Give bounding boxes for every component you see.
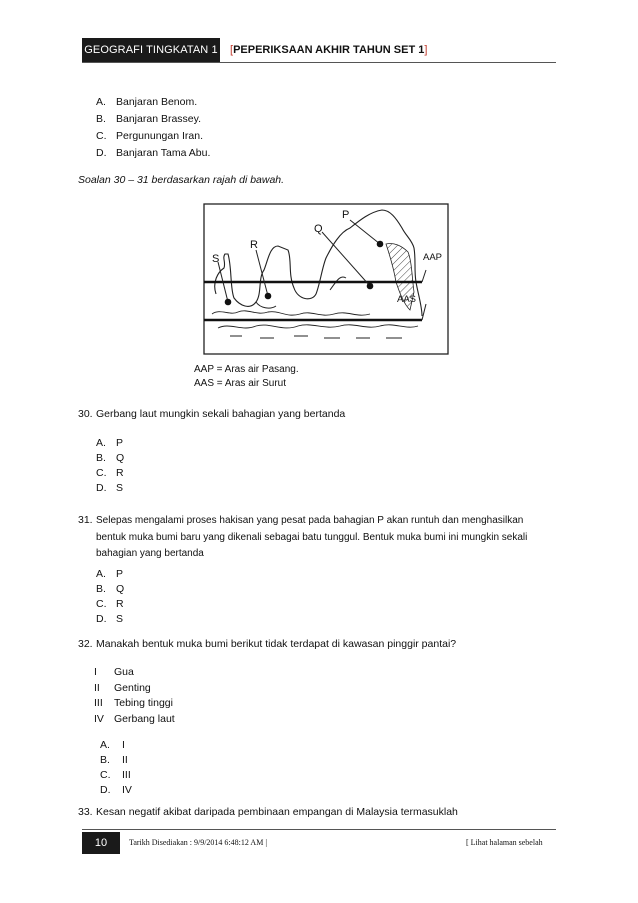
- option-text: R: [116, 467, 124, 479]
- option-text: III: [122, 769, 131, 781]
- statement-text: Gua: [114, 666, 134, 678]
- header-subject-box: GEOGRAFI TINGKATAN 1: [82, 38, 220, 62]
- instruction-text: Soalan 30 – 31 berdasarkan rajah di bawah.: [78, 174, 285, 186]
- list-item: [100, 753, 300, 768]
- option-text: Pergunungan Iran.: [116, 130, 203, 142]
- coastal-diagram: [190, 198, 456, 394]
- option-letter: A.: [100, 739, 110, 751]
- list-item: [96, 567, 296, 582]
- label-q: Q: [314, 223, 323, 235]
- prev-options-list: [96, 95, 396, 163]
- list-item: [96, 112, 396, 129]
- question-33: [78, 805, 558, 821]
- option-text: I: [122, 739, 125, 751]
- option-letter: C.: [96, 467, 107, 479]
- statement-text: Gerbang laut: [114, 712, 175, 725]
- dot-s: [225, 299, 232, 306]
- option-text: Banjaran Brassey.: [116, 113, 202, 125]
- option-letter: B.: [96, 452, 106, 464]
- question-32: [78, 637, 558, 653]
- option-letter: D.: [96, 147, 107, 159]
- question-line: Selepas mengalami proses hakisan yang pesat pada bahagian P akan runtuh dan menghasilkan: [96, 515, 524, 526]
- label-aas: AAS: [397, 294, 417, 305]
- page-number: 10: [82, 832, 120, 854]
- q30-options: [96, 436, 296, 496]
- option-text: R: [116, 598, 124, 610]
- label-p: P: [342, 209, 350, 221]
- legend-aap: AAP = Aras air Pasang.: [194, 364, 299, 375]
- roman-numeral: IV: [94, 712, 104, 725]
- option-text: Banjaran Tama Abu.: [116, 147, 211, 159]
- footer-next-page: [ Lihat halaman sebelah: [466, 838, 543, 847]
- option-letter: C.: [96, 130, 107, 142]
- option-text: II: [122, 754, 128, 766]
- question-30: [78, 407, 558, 423]
- list-item: [96, 129, 396, 146]
- option-text: Q: [116, 452, 125, 464]
- question-number: 33.: [78, 806, 93, 818]
- option-text: S: [116, 482, 124, 494]
- list-item: [94, 681, 294, 697]
- header-title: [230, 44, 427, 56]
- list-item: [96, 95, 396, 112]
- footer-rule: [82, 829, 556, 830]
- option-text: Q: [116, 583, 125, 595]
- list-item: [94, 696, 294, 712]
- legend-aas: AAS = Aras air Surut: [194, 378, 286, 389]
- option-letter: D.: [96, 613, 107, 625]
- list-item: [96, 612, 296, 627]
- dot-r: [265, 293, 272, 300]
- list-item: [96, 582, 296, 597]
- list-item: [100, 768, 300, 783]
- option-text: Banjaran Benom.: [116, 96, 198, 108]
- option-letter: D.: [96, 482, 107, 494]
- question-number: 32.: [78, 638, 93, 650]
- option-text: IV: [122, 784, 132, 796]
- roman-numeral: III: [94, 697, 103, 709]
- roman-numeral: I: [94, 666, 97, 678]
- option-text: P: [116, 568, 124, 580]
- q31-options: [96, 567, 296, 627]
- option-letter: C.: [96, 598, 107, 610]
- list-item: [94, 712, 294, 728]
- question-text: Kesan negatif akibat daripada pembinaan empangan di Malaysia termasuklah: [96, 806, 458, 818]
- option-letter: D.: [100, 784, 111, 796]
- question-text: [96, 513, 562, 563]
- option-text: P: [116, 437, 124, 449]
- list-item: [96, 451, 296, 466]
- label-aap: AAP: [423, 252, 443, 263]
- footer-date: Tarikh Disediakan : 9/9/2014 6:48:12 AM |: [129, 838, 267, 847]
- q32-options: [100, 738, 300, 798]
- list-item: [100, 738, 300, 753]
- option-letter: A.: [96, 568, 106, 580]
- option-letter: B.: [96, 113, 106, 125]
- question-number: 31.: [78, 514, 93, 526]
- option-letter: B.: [96, 583, 106, 595]
- header-bracket-open: [: [230, 44, 234, 56]
- list-item: [96, 466, 296, 481]
- option-letter: C.: [100, 769, 111, 781]
- header-title-text: PEPERIKSAAN AKHIR TAHUN SET 1: [233, 44, 425, 56]
- list-item: [96, 146, 396, 163]
- question-line: bahagian yang bertanda: [96, 548, 204, 559]
- option-letter: A.: [96, 96, 106, 108]
- list-item: [94, 665, 294, 681]
- list-item: [96, 436, 296, 451]
- option-letter: B.: [100, 754, 110, 766]
- dot-p: [377, 241, 384, 248]
- label-s: S: [212, 253, 220, 265]
- question-text: Gerbang laut mungkin sekali bahagian yang bertanda: [96, 408, 346, 420]
- list-item: [96, 597, 296, 612]
- question-line: bentuk muka bumi baru yang dikenali sebagai batu tunggul. Bentuk muka bumi ini mungkin sekali: [96, 531, 528, 543]
- header-bracket-close: ]: [424, 44, 428, 56]
- list-item: [96, 481, 296, 496]
- statement-text: Genting: [114, 681, 151, 694]
- option-text: S: [116, 613, 124, 625]
- q32-statements: [94, 665, 294, 727]
- label-r: R: [250, 239, 258, 251]
- question-text: Manakah bentuk muka bumi berikut tidak terdapat di kawasan pinggir pantai?: [96, 638, 457, 650]
- statement-text: Tebing tinggi: [114, 697, 173, 709]
- option-letter: A.: [96, 437, 106, 449]
- list-item: [100, 783, 300, 798]
- header-rule: [82, 62, 556, 63]
- question-31: [78, 513, 562, 563]
- question-number: 30.: [78, 408, 93, 420]
- roman-numeral: II: [94, 681, 100, 694]
- dot-q: [367, 283, 374, 290]
